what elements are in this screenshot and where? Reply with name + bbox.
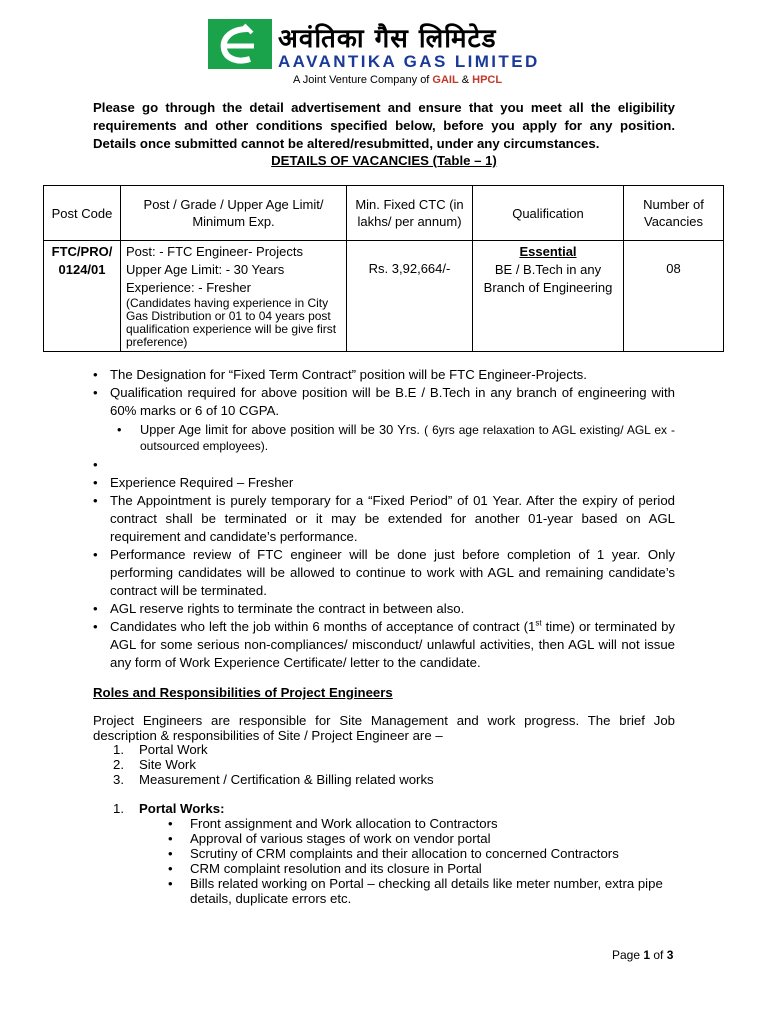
portal-title-text: Portal Works: <box>139 801 225 816</box>
conditions-list <box>93 366 675 672</box>
list-item: • AGL reserve rights to terminate the contract in between also. <box>93 600 675 618</box>
list-item: • Experience Required – Fresher <box>93 474 675 492</box>
logo-hindi-name: अवंतिका गैस लिमिटेड <box>278 24 497 54</box>
table-header-row <box>44 186 724 241</box>
header-ctc: Min. Fixed CTC (in lakhs/ per annum) <box>347 186 473 241</box>
vacancy-table <box>43 185 724 352</box>
list-item: • The Designation for “Fixed Term Contract” position will be FTC Engineer-Projects. <box>93 366 675 384</box>
roles-list <box>113 742 434 787</box>
age-relaxation-text: ( 6yrs age relaxation to AGL existing/ AGL ex - outsourced employees). <box>140 423 675 453</box>
cell-qualification <box>473 241 624 352</box>
list-item <box>113 772 434 787</box>
list-item: • Approval of various stages of work on vendor portal <box>168 831 678 846</box>
page-word: Page <box>612 948 644 962</box>
qualification-text: BE / B.Tech in any Branch of Engineering <box>483 262 613 295</box>
intro-paragraph: Please go through the detail advertisement and ensure that you meet all the eligibility requirements and other conditions specified below, before you apply for any position. Details once submitted cannot be altered/resubmitted, under any circumstances. <box>93 100 675 151</box>
header-vacancies: Number of Vacancies <box>624 186 724 241</box>
cell-vacancies: 08 <box>624 241 724 352</box>
header-post-code: Post Code <box>44 186 121 241</box>
list-item: • Front assignment and Work allocation to Contractors <box>168 816 678 831</box>
logo-mark <box>208 19 272 69</box>
list-item <box>93 618 675 672</box>
age-limit-text: Upper Age limit for above position will be 30 Yrs. <box>140 422 425 437</box>
b9-part-a: Candidates who left the job within 6 months of acceptance of contract (1 <box>110 619 536 634</box>
list-item: • Performance review of FTC engineer will be done just before completion of 1 year. Only performing candidates will be allowed to continue to work with AGL and remaining candidate’s contract will be terminated. <box>93 546 675 600</box>
cell-post <box>121 241 347 352</box>
table-row <box>44 241 724 352</box>
list-item: • Bills related working on Portal – checking all details like meter number, extra pipe details, duplicate errors etc. <box>168 876 678 906</box>
page-total: 3 <box>666 948 674 962</box>
header-qualification: Qualification <box>473 186 624 241</box>
list-item: • The Appointment is purely temporary for a “Fixed Period” of 01 Year. After the expiry of period contract shall be terminated or it may be extended for another 01-year based on AGL requirement and candidate’s performance. <box>93 492 675 546</box>
company-logo <box>208 19 560 86</box>
roles-heading: Roles and Responsibilities of Project Engineers <box>93 685 393 700</box>
list-item-empty <box>93 456 675 474</box>
qualification-heading: Essential <box>519 244 577 259</box>
page-current: 1 <box>643 948 651 962</box>
of-word: of <box>650 948 667 962</box>
item-label: Measurement / Certification & Billing related works <box>139 772 434 787</box>
list-item-age-limit <box>93 422 675 454</box>
item-number: 1. <box>113 742 124 757</box>
b9-sup: st <box>535 618 542 628</box>
post-title: Post: - FTC Engineer- Projects <box>126 244 303 259</box>
list-item: • Scrutiny of CRM complaints and their allocation to concerned Contractors <box>168 846 678 861</box>
table-title: DETAILS OF VACANCIES (Table – 1) <box>271 153 497 168</box>
cell-ctc: Rs. 3,92,664/- <box>347 241 473 352</box>
item-label: Site Work <box>139 757 196 772</box>
post-age: Upper Age Limit: - 30 Years <box>126 262 285 277</box>
logo-english-name: AAVANTIKA GAS LIMITED <box>278 52 540 71</box>
item-number: 3. <box>113 772 124 787</box>
portal-works-heading <box>113 801 225 816</box>
list-item <box>113 757 434 772</box>
item-label: Portal Work <box>139 742 208 757</box>
item-number: 2. <box>113 757 124 772</box>
page-number-footer <box>612 948 673 962</box>
list-item: • Qualification required for above position will be B.E / B.Tech in any branch of engineering with 60% marks or 6 of 10 CGPA. <box>93 384 675 420</box>
tagline-prefix: A Joint Venture Company of <box>293 74 433 86</box>
tagline-amp: & <box>458 74 473 86</box>
list-item: • CRM complaint resolution and its closure in Portal <box>168 861 678 876</box>
roles-description: Project Engineers are responsible for Site Management and work progress. The brief Job description & responsibilities of Site / Project Engineer are – <box>93 713 675 743</box>
header-post: Post / Grade / Upper Age Limit/ Minimum Exp. <box>121 186 347 241</box>
portal-works-list <box>168 816 678 906</box>
logo-tagline <box>293 74 502 86</box>
logo-flame-icon <box>208 19 272 69</box>
portal-number: 1. <box>113 801 124 816</box>
tagline-gail: GAIL <box>432 74 459 86</box>
cell-post-code: FTC/PRO/ 0124/01 <box>44 241 121 352</box>
b9-part-b: time) or terminated by AGL for some serious non-compliances/ misconduct/ unlawful activities, then AGL will not issue any form of Work Experience Certificate/ letter to the candidate. <box>110 619 675 670</box>
post-experience: Experience: - Fresher <box>126 280 251 295</box>
tagline-hpcl: HPCL <box>472 74 503 86</box>
post-experience-note: (Candidates having experience in City Gas Distribution or 01 to 04 years post qualification experience will be give first preference) <box>126 296 337 349</box>
list-item <box>113 742 434 757</box>
